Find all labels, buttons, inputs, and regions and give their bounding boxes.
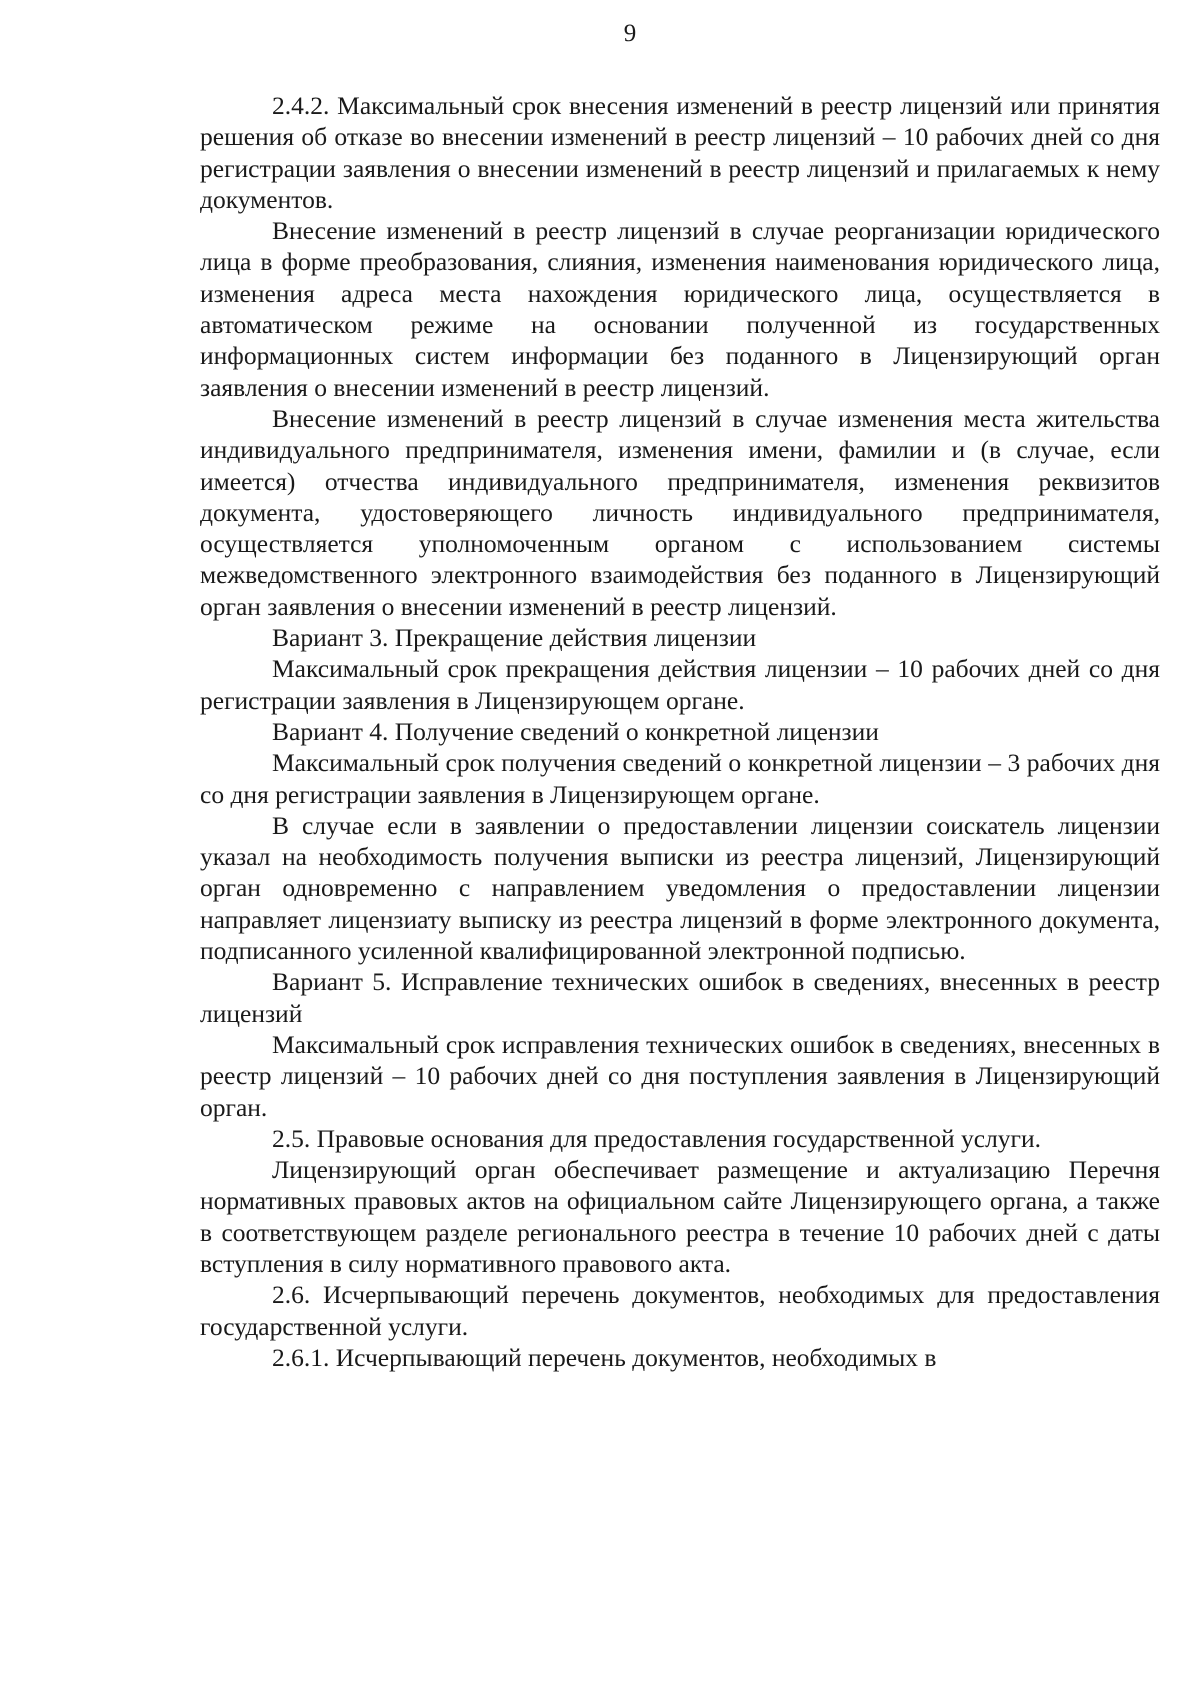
paragraph: Вариант 3. Прекращение действия лицензии	[272, 623, 757, 653]
paragraph: Максимальный срок прекращения действия лицензии – 10 рабочих дней со дня регистрации заявления в Лицензирующем органе.	[200, 654, 1160, 715]
paragraph: Вариант 4. Получение сведений о конкретной лицензии	[272, 716, 879, 746]
paragraph: 2.4.2. Максимальный срок внесения изменений в реестр лицензий или принятия решения об отказе во внесении изменений в реестр лицензий – 10 рабочих дней со дня регистрации заявления о внесении изменений в реестр лицензий и прилагаемых к нему документов.	[200, 91, 1160, 214]
paragraph: 2.6. Исчерпывающий перечень документов, необходимых для предоставления государственной услуги.	[200, 1280, 1160, 1341]
page-number: 9	[623, 20, 637, 47]
paragraph: Внесение изменений в реестр лицензий в случае реорганизации юридического лица в форме преобразования, слияния, изменения наименования юридического лица, изменения адреса места нахождения юридического лица, осуществляется в автоматическом режиме на основании полученной из государственных информационных систем информации без поданного в Лицензирующий орган заявления о внесении изменений в реестр лицензий.	[200, 216, 1160, 402]
document-body	[200, 90, 1160, 1373]
paragraph: Вариант 5. Исправление технических ошибок в сведениях, внесенных в реестр лицензий	[200, 967, 1160, 1028]
paragraph: Внесение изменений в реестр лицензий в случае изменения места жительства индивидуального предпринимателя, изменения имени, фамилии и (в случае, если имеется) отчества индивидуального предпринимателя, изменения реквизитов документа, удостоверяющего личность индивидуального предпринимателя, осуществляется уполномоченным органом с использованием системы межведомственного электронного взаимодействия без поданного в Лицензирующий орган заявления о внесении изменений в реестр лицензий.	[200, 403, 1160, 621]
paragraph: Максимальный срок получения сведений о конкретной лицензии – 3 рабочих дня со дня регистрации заявления в Лицензирующем органе.	[200, 748, 1160, 809]
paragraph: Лицензирующий орган обеспечивает размещение и актуализацию Перечня нормативных правовых актов на официальном сайте Лицензирующего органа, а также в соответствующем разделе регионального реестра в течение 10 рабочих дней с даты вступления в силу нормативного правового акта.	[200, 1155, 1160, 1278]
paragraph: 2.6.1. Исчерпывающий перечень документов, необходимых в	[272, 1342, 937, 1372]
paragraph: В случае если в заявлении о предоставлении лицензии соискатель лицензии указал на необходимость получения выписки из реестра лицензий, Лицензирующий орган одновременно с направлением уведомления о предоставлении лицензии направляет лицензиату выписку из реестра лицензий в форме электронного документа, подписанного усиленной квалифицированной электронной подписью.	[200, 810, 1160, 966]
paragraph: 2.5. Правовые основания для предоставления государственной услуги.	[272, 1123, 1042, 1153]
paragraph: Максимальный срок исправления технических ошибок в сведениях, внесенных в реестр лицензий – 10 рабочих дней со дня поступления заявления в Лицензирующий орган.	[200, 1029, 1160, 1122]
